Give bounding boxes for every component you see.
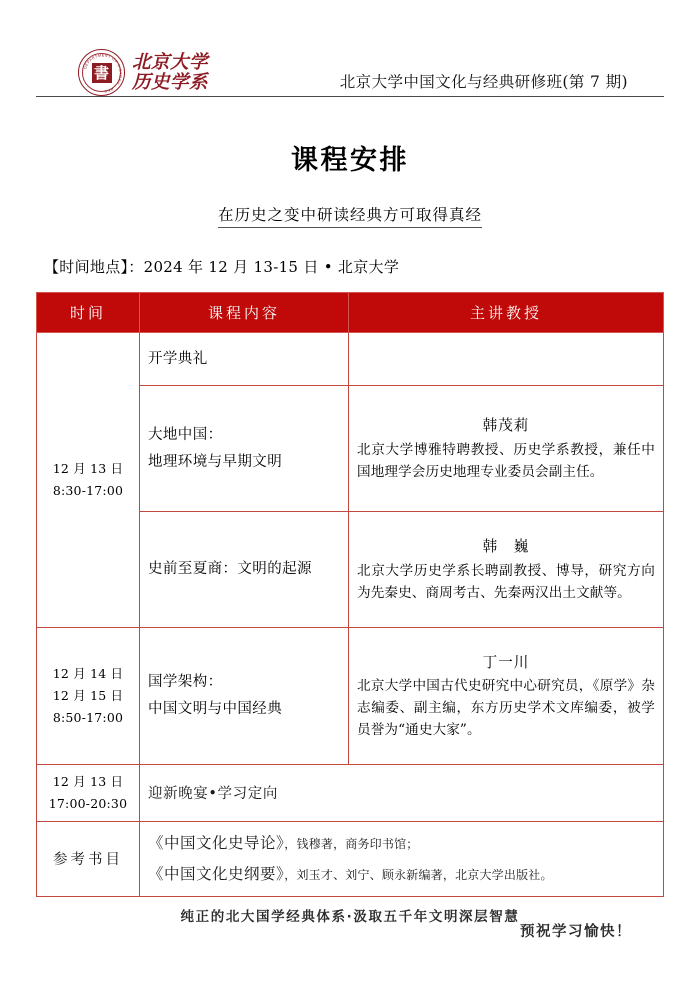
- column-header-professor: 主讲教授: [349, 293, 664, 333]
- table-row: [37, 628, 664, 765]
- cell-time: [37, 628, 140, 765]
- time-line: 8:50-17:00: [52, 709, 124, 725]
- book-item: [148, 859, 655, 890]
- time-line: 12 月 15 日: [52, 688, 124, 704]
- cell-professor: [349, 333, 664, 386]
- svg-text:DEPARTMENT OF HISTORY · PKU ·: DEPARTMENT OF HISTORY · PKU ·: [83, 53, 123, 94]
- seal-core: [92, 63, 112, 83]
- schedule-meta: 【时间地点】：2024 年 12 月 13-15 日 • 北京大学: [44, 258, 400, 276]
- cell-event-content: 迎新晚宴•学习定向: [140, 765, 664, 822]
- pku-history-logo: [78, 49, 208, 96]
- time-line: 17:00-20:30: [48, 795, 128, 811]
- cell-course: [140, 628, 349, 765]
- course-line: 史前至夏商：文明的起源: [148, 561, 312, 578]
- cell-professor: [349, 512, 664, 628]
- time-line: 12 月 13 日: [52, 461, 124, 477]
- course-line: 地理环境与早期文明: [148, 453, 283, 470]
- table-body: [37, 333, 664, 897]
- professor-name: 丁一川: [482, 653, 530, 671]
- cell-time: [37, 333, 140, 628]
- time-line: 12 月 13 日: [52, 774, 124, 789]
- closing-note: 预祝学习愉快！: [520, 923, 632, 940]
- cell-time: [37, 765, 140, 822]
- logo-wordmark: [132, 53, 208, 92]
- time-line: 12 月 14 日: [52, 666, 124, 682]
- professor-description: 北京大学历史学系长聘副教授、博导，研究方向为先秦史、商周考古、先秦两汉出土文献等。: [357, 562, 655, 601]
- cell-professor: [349, 386, 664, 512]
- logo-line-department: 历史学系: [132, 71, 209, 93]
- column-header-time: 时间: [37, 293, 140, 333]
- cell-course: [140, 333, 349, 386]
- page-title: 课程安排: [291, 145, 409, 176]
- page-subtitle: [36, 203, 664, 225]
- footer-slogan: 纯正的北大国学经典体系·汲取五千年文明深层智慧: [180, 909, 520, 925]
- course-line: 国学架构：: [148, 674, 223, 691]
- table-header: [37, 293, 664, 333]
- header-divider: [36, 96, 664, 97]
- professor-description: 北京大学博雅特聘教授、历史学系教授，兼任中国地理学会历史地理专业委员会副主任。: [357, 441, 655, 480]
- column-header-course: 课程内容: [140, 293, 349, 333]
- page-subtitle-text: 在历史之变中研读经典方可取得真经: [218, 206, 482, 228]
- course-line: 大地中国：: [148, 426, 223, 443]
- professor-description: 北京大学中国古代史研究中心研究员，《原学》杂志编委、副主编，东方历史学术文库编委，被学员誉为“通史大家”。: [357, 678, 655, 739]
- seal-icon: [78, 49, 125, 96]
- book-title: 《中国文化史导论》: [148, 833, 285, 852]
- schedule-table: [36, 292, 664, 897]
- table-row: [37, 333, 664, 386]
- cell-professor: [349, 628, 664, 765]
- cell-books-list: [140, 821, 664, 896]
- logo-line-university: 北京大学: [132, 52, 209, 74]
- cell-course: [140, 386, 349, 512]
- table-row-books: [37, 821, 664, 896]
- course-line: 开学典礼: [148, 350, 208, 367]
- cell-course: [140, 512, 349, 628]
- seal-character: 書: [93, 63, 109, 82]
- professor-name: 韩茂莉: [482, 417, 530, 435]
- cell-books-label: 参考书目: [37, 821, 140, 896]
- book-detail: ，刘玉才、刘宁、顾永新编著，北京大学出版社。: [284, 867, 553, 882]
- professor-name: 韩 巍: [482, 538, 530, 556]
- header-program-title: 北京大学中国文化与经典研修班(第 7 期): [339, 73, 628, 91]
- course-line: 中国文明与中国经典: [148, 701, 283, 717]
- table-header-row: [37, 293, 664, 333]
- time-line: 8:30-17:00: [52, 483, 124, 498]
- book-detail: ，钱穆著，商务印书馆；: [284, 836, 419, 851]
- table-row-event: [37, 765, 664, 822]
- book-item: [148, 828, 655, 859]
- book-title: 《中国文化史纲要》: [148, 864, 285, 883]
- document-header: [36, 0, 664, 98]
